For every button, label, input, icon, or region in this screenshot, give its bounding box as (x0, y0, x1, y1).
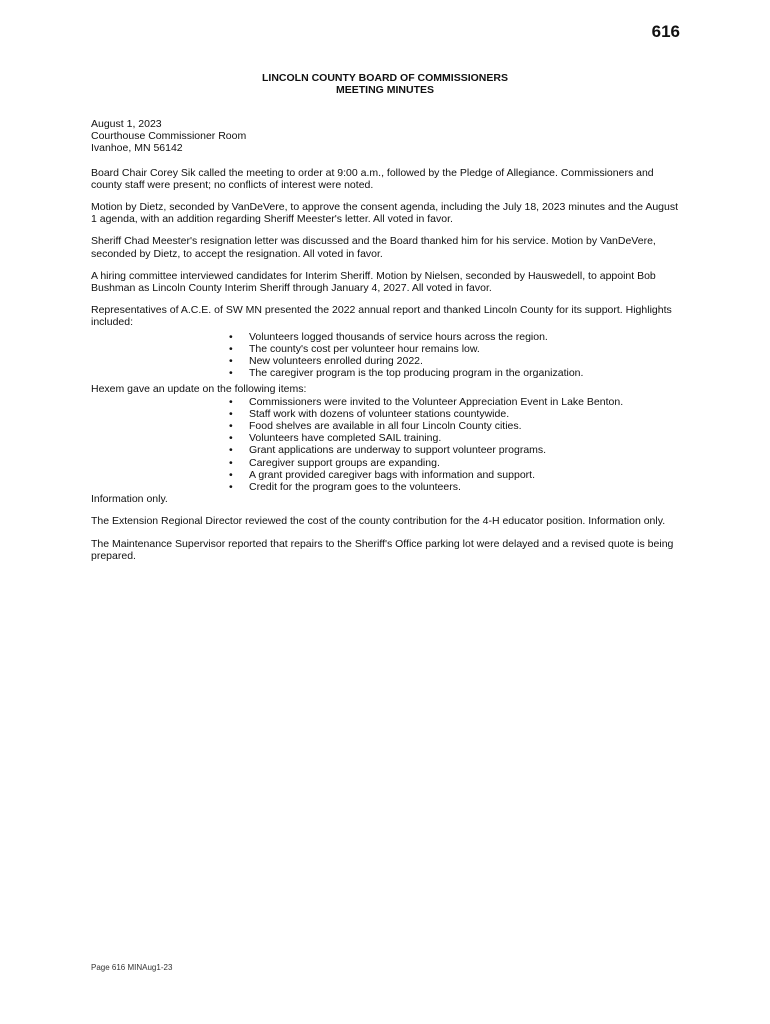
list-item: • The county's cost per volunteer hour remains low. (229, 343, 681, 355)
information-only-note: Information only. (91, 493, 168, 506)
title-line-2: MEETING MINUTES (335, 84, 434, 96)
document-title (0, 72, 770, 96)
meeting-date: August 1, 2023 (91, 118, 162, 130)
list-item: • Credit for the program goes to the volunteers. (229, 481, 681, 493)
list-item: • Staff work with dozens of volunteer stations countywide. (229, 408, 681, 420)
list-item: • The caregiver program is the top producing program in the organization. (229, 367, 681, 379)
hexem-items-list (229, 396, 681, 494)
call-to-order-paragraph: Board Chair Corey Sik called the meeting to order at 9:00 a.m., followed by the Pledge of Allegiance. Commissioners and county staff were present; no conflicts of interest were noted. (91, 166, 654, 191)
consent-agenda-paragraph: Motion by Dietz, seconded by VanDeVere, to approve the consent agenda, including the July 18, 2023 minutes and the August 1 agenda, with an addition regarding Sheriff Meester's letter. All voted in favor. (91, 201, 679, 226)
ace-intro-paragraph: Representatives of A.C.E. of SW MN presented the 2022 annual report and thanked Lincoln County for its support. Highlights included: (91, 304, 672, 329)
extension-paragraph: The Extension Regional Director reviewed the cost of the county contribution for the 4-H educator position. Information only. (91, 515, 666, 528)
minutes-body (91, 118, 681, 572)
list-item: • Grant applications are underway to support volunteer programs. (229, 444, 681, 456)
list-item: • New volunteers enrolled during 2022. (229, 355, 681, 367)
list-item: • Volunteers have completed SAIL training. (229, 432, 681, 444)
resignation-paragraph: Sheriff Chad Meester's resignation letter was discussed and the Board thanked him for his service. Motion by VanDeVere, seconded by Dietz, to accept the resignation. All voted in favor. (91, 235, 656, 260)
page-footer: Page 616 MINAug1-23 (91, 963, 173, 972)
page-number: 616 (651, 22, 680, 41)
list-item: • Food shelves are available in all four Lincoln County cities. (229, 420, 681, 432)
interim-sheriff-paragraph: A hiring committee interviewed candidates for Interim Sheriff. Motion by Nielsen, seconded by Hauswedell, to appoint Bob Bushman as Lincoln County Interim Sheriff through January 4, 2027. All voted in favor. (91, 269, 656, 295)
meeting-header (91, 118, 681, 155)
list-item: • A grant provided caregiver bags with information and support. (229, 469, 681, 481)
list-item: • Volunteers logged thousands of service hours across the region. (229, 331, 681, 343)
meeting-location: Courthouse Commissioner Room (91, 130, 247, 143)
ace-items-list (229, 331, 681, 380)
list-item: • Commissioners were invited to the Volunteer Appreciation Event in Lake Benton. (229, 396, 681, 408)
list-item: • Caregiver support groups are expanding. (229, 457, 681, 469)
hexem-intro: Hexem gave an update on the following items: (91, 383, 307, 396)
title-line-1: LINCOLN COUNTY BOARD OF COMMISSIONERS (262, 72, 508, 84)
meeting-city: Ivanhoe, MN 56142 (91, 142, 183, 155)
maintenance-paragraph: The Maintenance Supervisor reported that repairs to the Sheriff's Office parking lot were delayed and a revised quote is being prepared. (91, 537, 674, 562)
